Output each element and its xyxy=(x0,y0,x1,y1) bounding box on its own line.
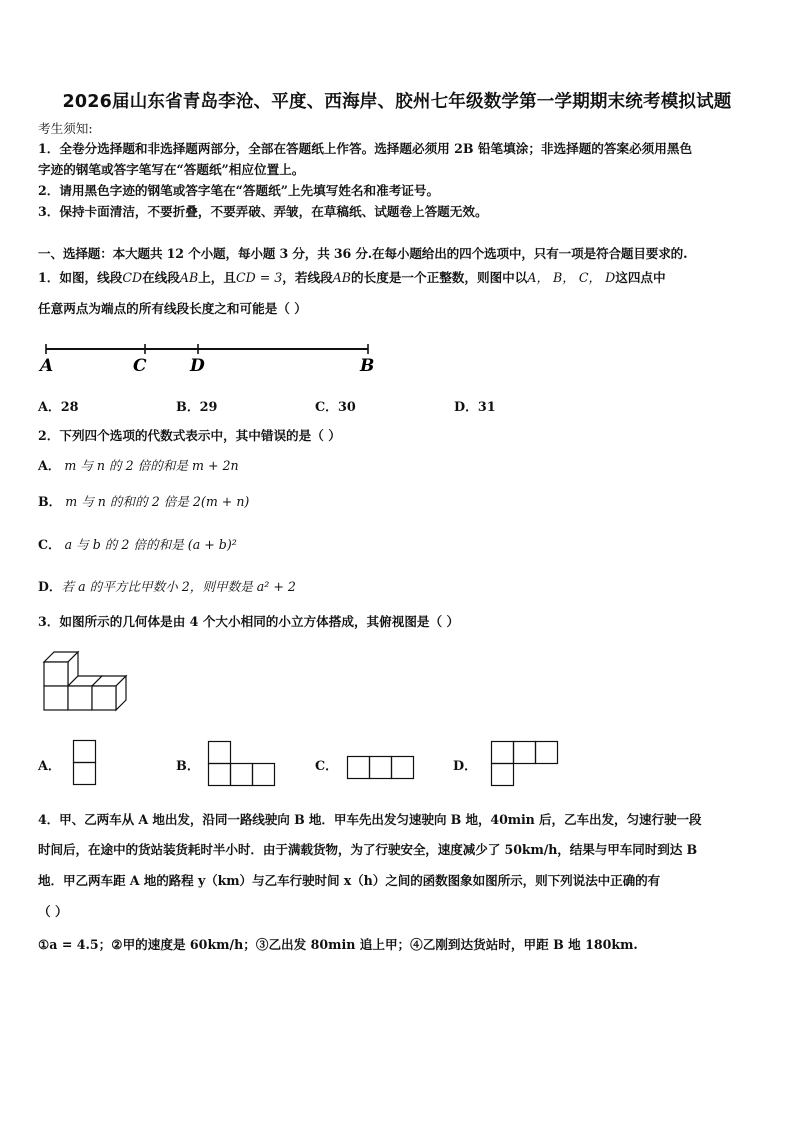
q2-option-c: C． a 与 b 的 2 倍的和是 (a + b)² xyxy=(38,537,237,552)
label-c: C xyxy=(133,356,147,376)
section-heading: 一、选择题：本大题共 12 个小题，每小题 3 分，共 36 分.在每小题给出的四个选项中，只有一项是符合题目要求的. xyxy=(38,246,688,261)
question-4-line-1: 4．甲、乙两车从 A 地出发，沿同一路线驶向 B 地．甲车先出发匀速驶向 B 地，40min 后，乙车出发，匀速行驶一段 xyxy=(38,812,702,827)
notice-item-1: 1．全卷分选择题和非选择题两部分，全部在答题纸上作答。选择题必须用 2B 铅笔填涂；非选择题的答案必须用黑色 xyxy=(38,141,693,156)
q2-option-a: A． m 与 n 的 2 倍的和是 m + 2n xyxy=(38,458,239,473)
q3-option-b-view xyxy=(208,741,276,787)
q3-option-a-label: A． xyxy=(38,759,61,774)
q3-option-c-view xyxy=(347,756,415,780)
q3-option-c-label: C． xyxy=(315,759,338,774)
question-2-stem: 2．下列四个选项的代数式表示中，其中错误的是（ ） xyxy=(38,428,341,443)
notice-item-2: 2．请用黑色字迹的钢笔或答字笔在“答题纸”上先填写姓名和准考证号。 xyxy=(38,183,440,198)
q2-option-b: B． m 与 n 的和的 2 倍是 2(m + n) xyxy=(38,494,250,509)
question-3-stem: 3．如图所示的几何体是由 4 个大小相同的小立方体搭成，其俯视图是（ ） xyxy=(38,614,460,629)
segment-diagram xyxy=(40,335,380,380)
question-4-line-5: ①a = 4.5；②甲的速度是 60km/h；③乙出发 80min 追上甲；④乙刚到达货站时，甲距 B 地 180km. xyxy=(38,937,638,952)
label-a: A xyxy=(40,356,54,376)
q3-option-a-view xyxy=(73,740,97,786)
q1-option-b: B．29 xyxy=(176,400,218,415)
question-1-line-1: 1．如图，线段CD在线段AB上，且CD = 3，若线段AB的长度是一个正整数，则图中以A， B， C， D这四点中 xyxy=(38,270,666,285)
q1-option-d: D．31 xyxy=(454,400,496,415)
page-title: 2026届山东省青岛李沧、平度、西海岸、胶州七年级数学第一学期期末统考模拟试题 xyxy=(62,92,732,112)
question-4-line-2: 时间后，在途中的货站装货耗时半小时．由于满载货物，为了行驶安全，速度减少了 50km/h，结果与甲车同时到达 B xyxy=(38,842,698,857)
notice-item-1-cont: 字迹的钢笔或答字笔写在“答题纸”相应位置上。 xyxy=(38,162,305,177)
question-1-line-2: 任意两点为端点的所有线段长度之和可能是（ ） xyxy=(38,301,307,316)
q3-option-b-label: B． xyxy=(176,759,200,774)
notice-heading: 考生须知: xyxy=(38,121,93,136)
question-4-line-4: （ ） xyxy=(38,904,68,919)
q1-option-c: C．30 xyxy=(315,400,356,415)
question-4-line-3: 地．甲乙两车距 A 地的路程 y（km）与乙车行驶时间 x（h）之间的函数图象如图所示，则下列说法中正确的有 xyxy=(38,873,661,888)
label-b: B xyxy=(360,356,375,376)
q3-option-d-label: D． xyxy=(453,759,477,774)
q2-option-d: D．若 a 的平方比甲数小 2，则甲数是 a² + 2 xyxy=(38,579,296,594)
cube-figure xyxy=(44,650,126,710)
notice-item-3: 3．保持卡面清洁，不要折叠，不要弄破、弄皱，在草稿纸、试题卷上答题无效。 xyxy=(38,204,488,219)
q1-option-a: A．28 xyxy=(38,400,79,415)
label-d: D xyxy=(190,356,205,376)
q3-option-d-view xyxy=(491,741,559,787)
